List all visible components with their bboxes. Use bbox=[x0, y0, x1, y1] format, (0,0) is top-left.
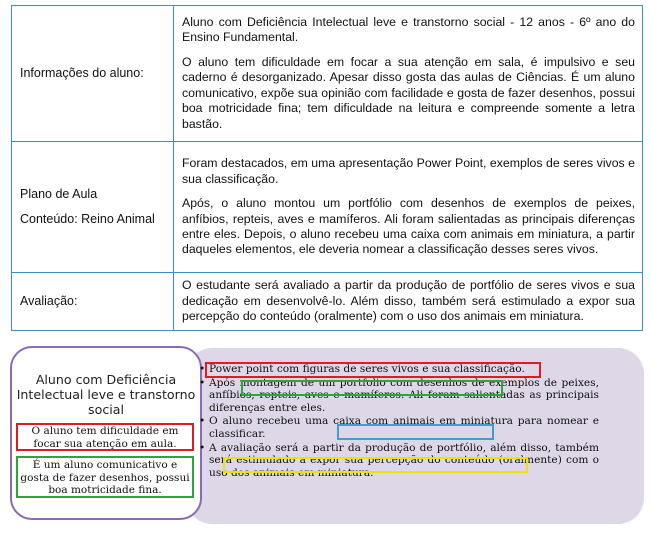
row-paragraph: Após, o aluno montou um portfólio com desenhos de exemplos de peixes, anfíbios, repteis, aves e mamíferos. Ali foram salientadas as principais diferenças entre eles. Depois, o aluno recebeu uma caixa com animais em miniatura, a partir daqueles elementos, ele deveria nomear a classificação desses seres vivos. bbox=[182, 196, 635, 257]
highlight-miniature-box bbox=[337, 424, 494, 440]
row-value-lesson-plan bbox=[174, 142, 643, 273]
row-value-student-info bbox=[174, 6, 643, 142]
student-plan-table bbox=[11, 5, 643, 331]
row-label-student-info bbox=[12, 6, 174, 142]
table-row-student-info bbox=[12, 6, 643, 142]
row-label-text: Conteúdo: Reino Animal bbox=[20, 212, 155, 226]
row-paragraph: Aluno com Deficiência Intelectual leve e transtorno social - 12 anos - 6º ano do Ensino Fundamental. bbox=[182, 15, 635, 45]
highlight-powerpoint bbox=[205, 362, 541, 378]
row-paragraph: O estudante será avaliado a partir da produção de portfólio de seres vivos e sua dedicação em desenvolvê-lo. Além disso, também será estimulado a expor sua percepção do conteúdo (oralmente) com o uso dos animais em miniatura. bbox=[182, 278, 635, 324]
highlight-evaluation bbox=[223, 457, 528, 473]
row-label-text: Plano de Aula bbox=[20, 187, 98, 201]
highlight-portfolio bbox=[241, 380, 503, 396]
bullet-item: • O aluno recebeu uma caixa com animais em miniatura para nomear e classificar. bbox=[199, 415, 599, 440]
row-paragraph: O aluno tem dificuldade em focar a sua atenção em sala, é impulsivo e seu caderno é desorganizado. Apesar disso gosta das aulas de Ciências. É um aluno comunicativo, expõe sua opinião com facilidade e gosta de fazer desenhos, possui boa motricidade fina; tem dificuldade na leitura e compreende somente a letra bastão. bbox=[182, 54, 635, 131]
student-profile-title: Aluno com Deficiência Intelectual leve e transtorno social bbox=[16, 372, 196, 417]
attention-difficulty-text: O aluno tem dificuldade em focar sua atenção em aula. bbox=[31, 425, 179, 450]
row-label-text: Informações do aluno: bbox=[20, 66, 144, 80]
row-value-evaluation bbox=[174, 273, 643, 331]
table-row-lesson-plan bbox=[12, 142, 643, 273]
attention-difficulty-note bbox=[16, 423, 194, 451]
row-label-text: Avaliação: bbox=[20, 294, 78, 308]
row-paragraph: Foram destacados, em uma apresentação Power Point, exemplos de seres vivos e sua classificação. bbox=[182, 156, 635, 186]
row-label-evaluation bbox=[12, 273, 174, 331]
row-label-lesson-plan bbox=[12, 142, 174, 273]
bullet-item: • Power point com figuras de seres vivos e sua classificação. bbox=[199, 363, 599, 376]
communicative-student-text: É um aluno comunicativo e gosta de fazer desenhos, possui boa motricidade fina. bbox=[20, 459, 190, 496]
table-row-evaluation bbox=[12, 273, 643, 331]
bullet-item: • Após montagem de um portfolio com desenhos de exemplos de peixes, anfíbios, repteis, aves e mamíferos. Ali foram salientadas as principais diferenças entre eles. bbox=[199, 377, 599, 415]
communicative-student-note bbox=[16, 456, 194, 498]
bullet-item: • A avaliação será a partir da produção de portfólio, além disso, também será estimulado a expor sua percepção do conteúdo (oralmente) com o uso dos animais em miniatura. bbox=[199, 442, 599, 480]
